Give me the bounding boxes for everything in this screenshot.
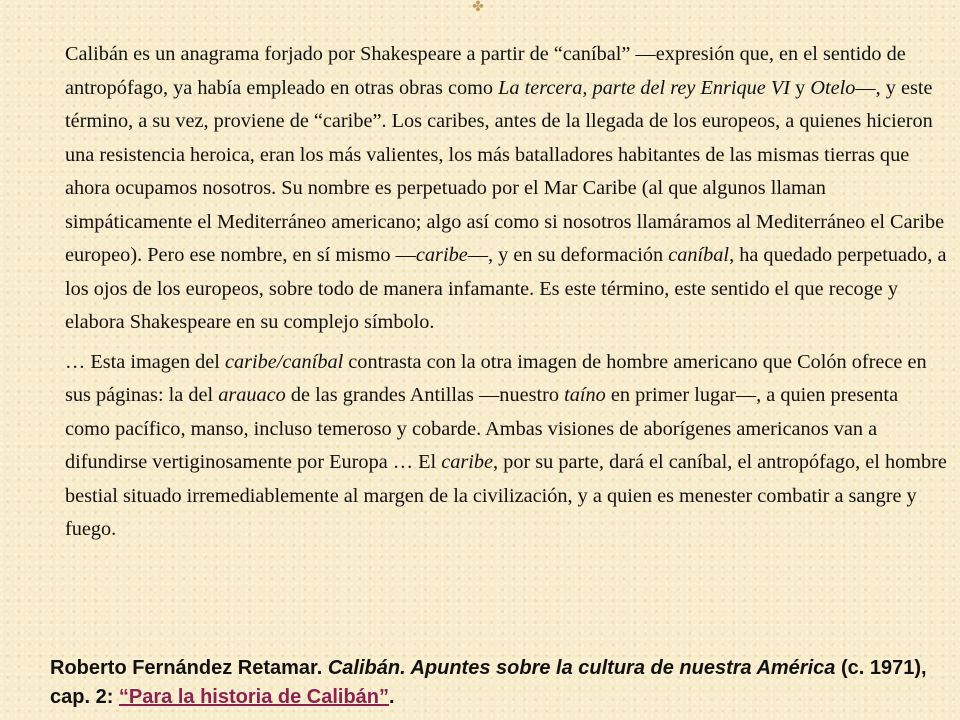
emphasis-word: caribe — [441, 451, 494, 473]
citation-details: (c. 1971), cap. 2: — [50, 657, 927, 708]
emphasis-word: taíno — [564, 384, 606, 406]
citation-book-title: Calibán. Apuntes sobre la cultura de nuestra América — [327, 657, 836, 679]
text-segment: —, y en su deformación — [467, 244, 669, 266]
emphasis-word: caníbal — [668, 244, 730, 266]
citation — [50, 654, 940, 712]
decorative-ornament-icon: ✤ — [472, 0, 484, 15]
quote-paragraph-1 — [65, 38, 947, 340]
emphasis-word: caribe/caníbal — [224, 350, 344, 373]
text-segment: Calibán es un anagrama forjado por Shakespeare a partir de “caníbal” —expresión que, en el sentido de antropófago, ya había empleado en otras obras como — [65, 43, 906, 99]
quote-paragraph-2 — [65, 346, 947, 547]
text-segment: —, y este término, a su vez, proviene de “caribe”. Los caribes, antes de la llegada de los europeos, a quienes hicieron una resistencia heroica, eran los más valientes, los más batalladores habitantes de las mismas tierras que ahora ocupamos nosotros. Su nombre es perpetuado por el Mar Caribe (al que algunos llaman simpáticamente el Mediterráneo americano; algo así como si nosotros llamáramos al Mediterráneo el Caribe europeo). Pero ese nombre, en sí mismo — — [65, 76, 945, 266]
citation-end: . — [389, 686, 395, 708]
work-title: La tercera, parte del rey Enrique VI — [498, 76, 791, 99]
text-segment: … Esta imagen del — [65, 350, 225, 373]
citation-author: Roberto Fernández Retamar. — [50, 657, 328, 679]
text-segment: de las grandes Antillas —nuestro — [285, 384, 565, 406]
quote-block — [65, 38, 947, 547]
emphasis-word: arauaco — [218, 384, 286, 406]
text-segment: , por su parte, dará el caníbal, el antropófago, el hombre bestial situado irremediablemente al margen de la civilización, y a quien es menester combatir a sangre y fuego. — [65, 451, 947, 540]
text-segment: , ha quedado perpetuado, a los ojos de los europeos, sobre todo de manera infamante. Es este término, este sentido el que recoge y elabora Shakespeare en su complejo símbolo. — [65, 244, 947, 333]
text-segment: contrasta con la otra imagen de hombre americano que Colón ofrece en sus páginas: la del — [65, 350, 927, 406]
work-title: Otelo — [810, 76, 856, 99]
text-segment: en primer lugar—, a quien presenta como pacífico, manso, incluso temeroso y cobarde. Ambas visiones de aborígenes americanos van a difundirse vertiginosamente por Europa … El — [65, 384, 899, 473]
chapter-link[interactable]: “Para la historia de Calibán” — [118, 686, 390, 708]
emphasis-word: caribe — [415, 244, 468, 266]
text-segment: y — [790, 76, 811, 99]
